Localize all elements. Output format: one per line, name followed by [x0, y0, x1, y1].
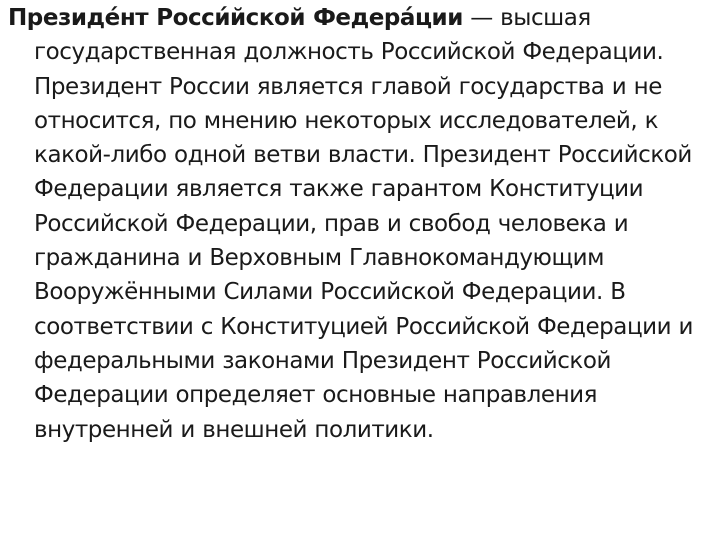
defined-term: Президе́нт Росси́йской Федера́ции	[8, 5, 463, 31]
definition-text: высшая государственная должность Российской Федерации. Президент России является главой государства и не относится, по мнению некоторых исследователей, к какой-либо одной ветви власти. Президент Российской Федерации является также гарантом Конституции Российской Федерации, прав и свобод человека и гражданина и Верховным Главнокомандующим Вооружёнными Силами Российской Федерации. В соответствии с Конституцией Российской Федерации и федеральными законами Президент Российской Федерации определяет основные направления внутренней и внешней политики.	[34, 5, 694, 443]
em-dash: —	[462, 5, 501, 31]
definition-paragraph	[8, 1, 720, 447]
